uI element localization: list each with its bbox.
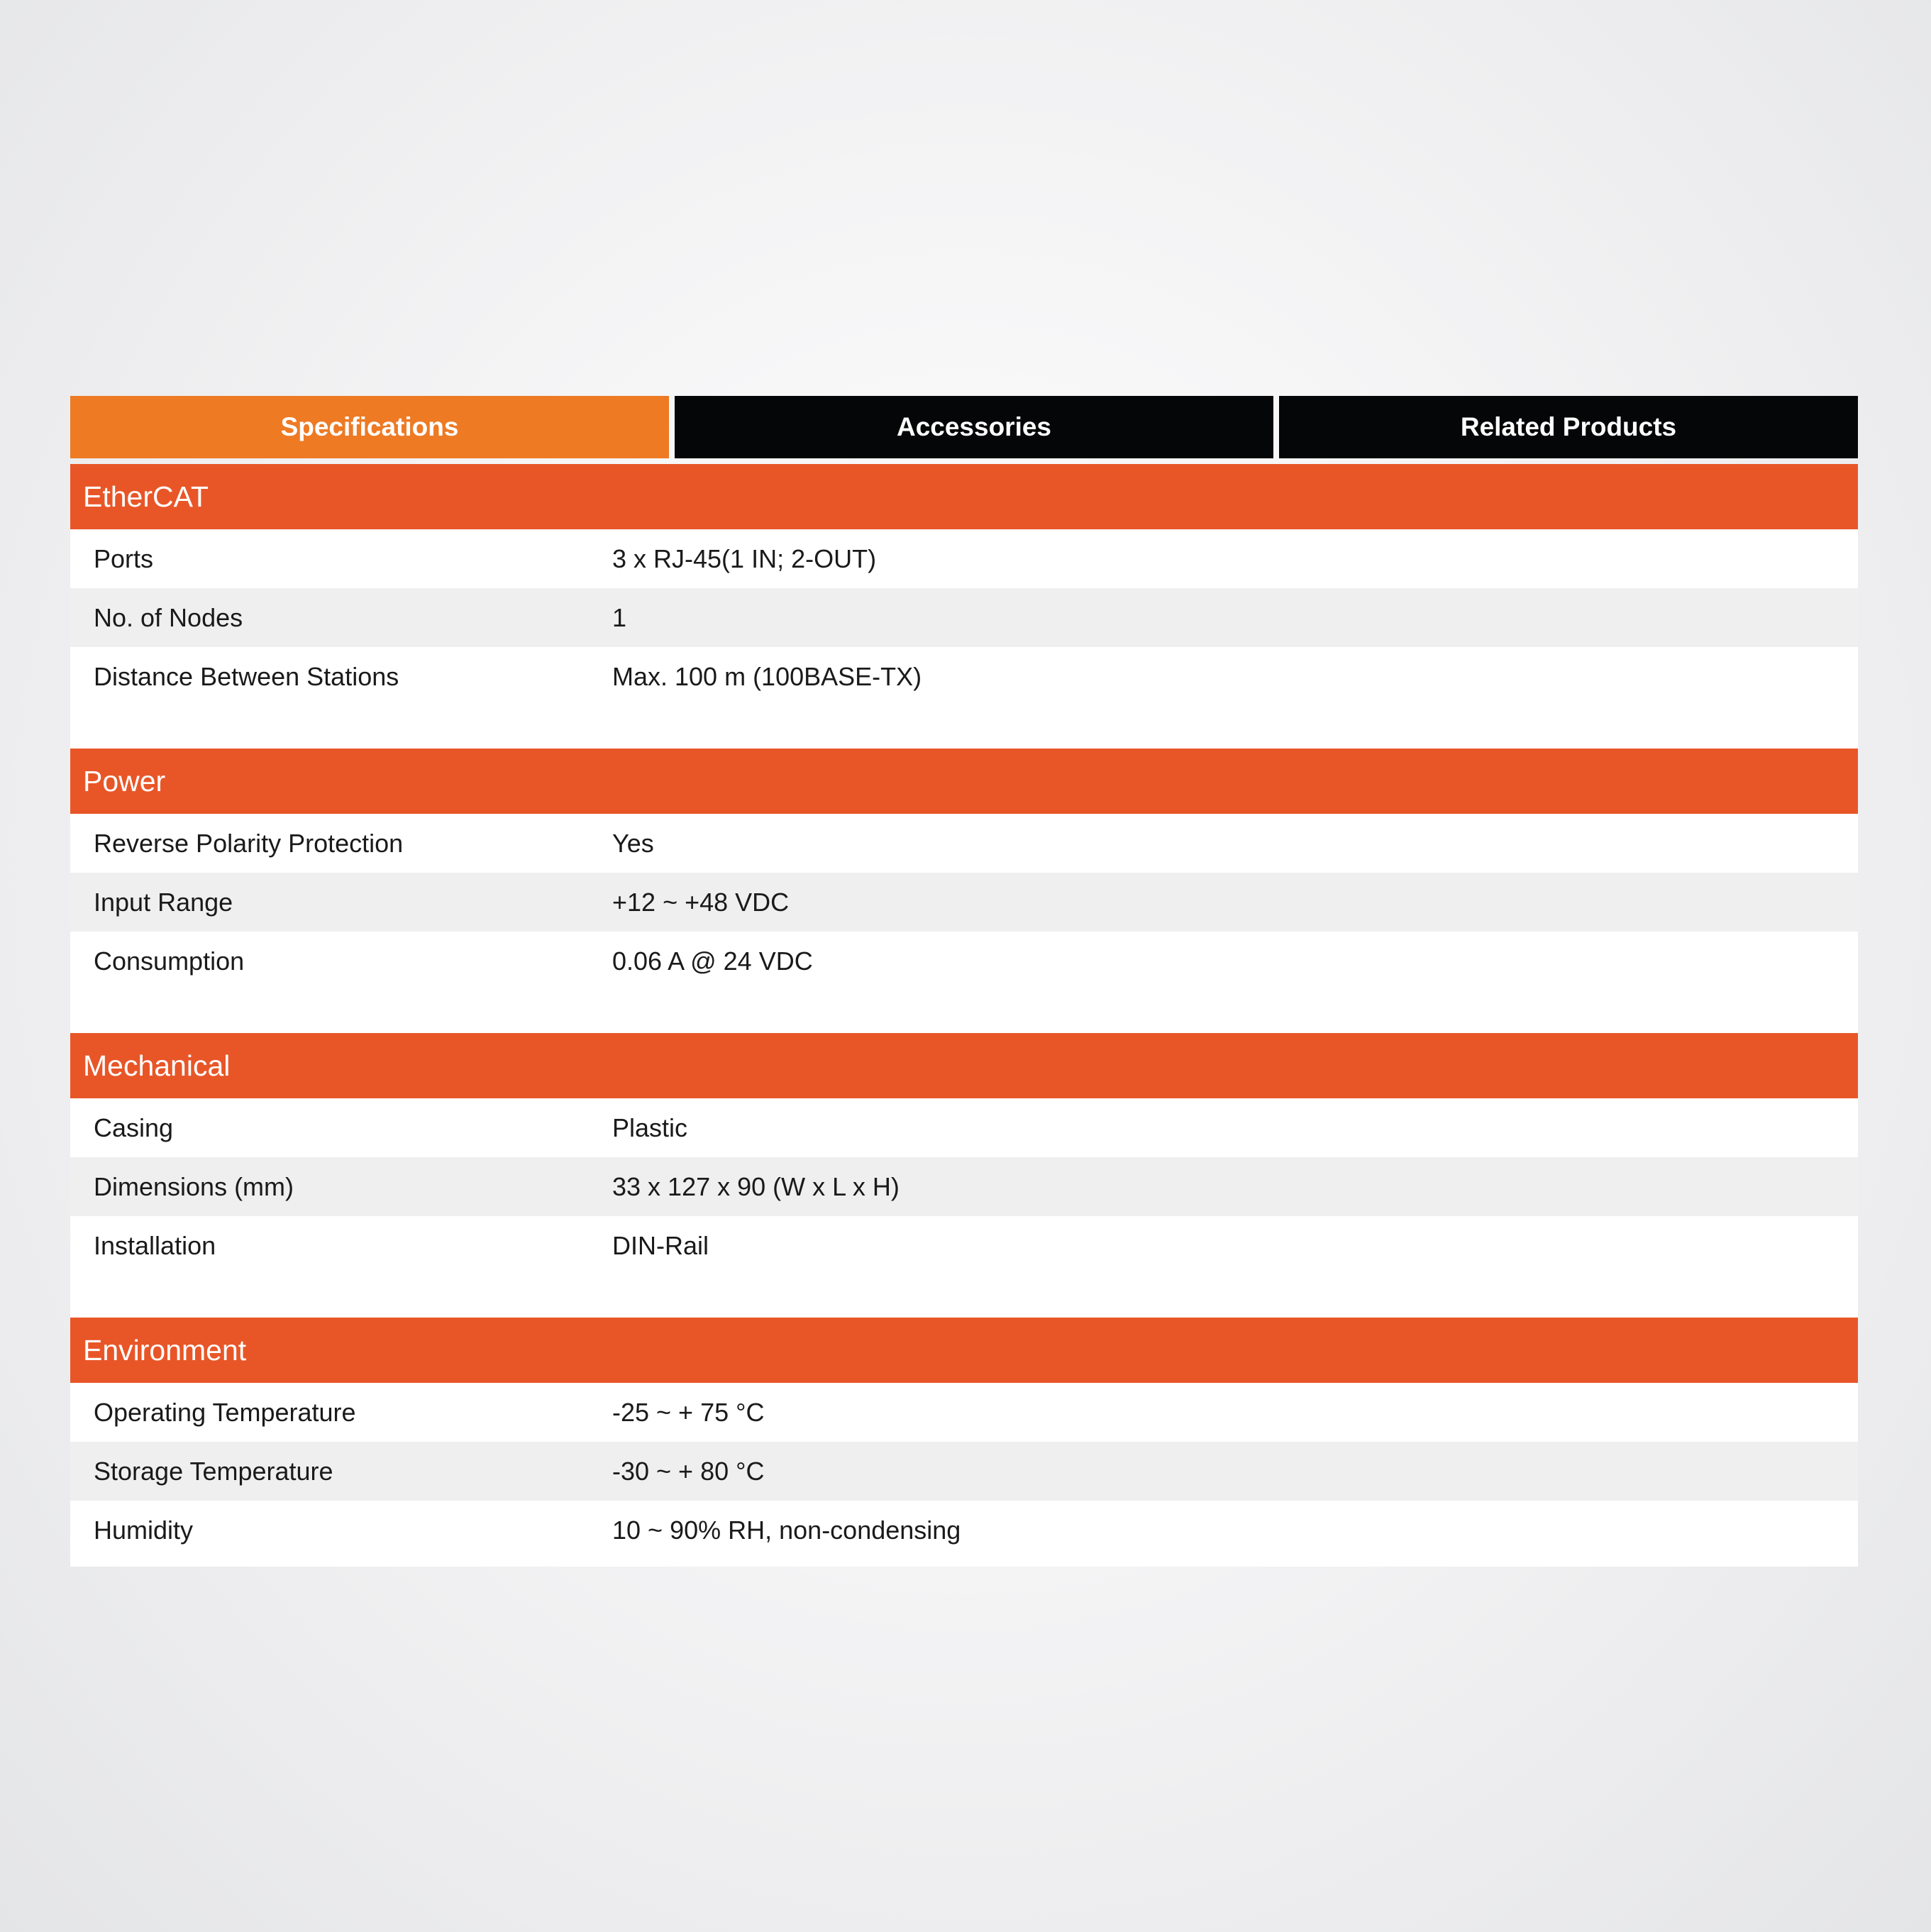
section-header-ethercat: EtherCAT [70, 464, 1858, 529]
row-value: Plastic [612, 1113, 688, 1142]
row-label: Casing [94, 1113, 174, 1142]
row-value: Yes [612, 828, 654, 858]
row-value: -30 ~ + 80 °C [612, 1456, 765, 1486]
row-label: Ports [94, 543, 154, 573]
section-rows-power [70, 814, 1858, 990]
table-row [70, 647, 1858, 706]
section-rows-ethercat [70, 529, 1858, 706]
section-header-power: Power [70, 749, 1858, 814]
section-spacer [70, 990, 1858, 1033]
table-row [70, 1216, 1858, 1275]
row-label: Installation [94, 1230, 216, 1260]
row-value: DIN-Rail [612, 1230, 709, 1260]
table-row [70, 1098, 1858, 1157]
row-value: 3 x RJ-45(1 IN; 2-OUT) [612, 543, 877, 573]
row-value: -25 ~ + 75 °C [612, 1397, 765, 1427]
tab-accessories[interactable]: Accessories [675, 396, 1273, 458]
row-value: Max. 100 m (100BASE-TX) [612, 661, 922, 691]
row-label: Storage Temperature [94, 1456, 333, 1486]
row-label: Distance Between Stations [94, 661, 399, 691]
tab-bar [70, 396, 1858, 458]
section-spacer [70, 1560, 1858, 1567]
row-label: Consumption [94, 946, 245, 976]
section-rows-mechanical [70, 1098, 1858, 1275]
table-row [70, 932, 1858, 990]
row-label: Input Range [94, 887, 233, 917]
table-row [70, 1383, 1858, 1442]
section-header-environment: Environment [70, 1318, 1858, 1383]
section-spacer [70, 1275, 1858, 1318]
row-value: +12 ~ +48 VDC [612, 887, 790, 917]
spec-panel [70, 396, 1858, 1567]
row-label: Humidity [94, 1515, 194, 1545]
row-label: Dimensions (mm) [94, 1171, 294, 1201]
table-row [70, 588, 1858, 647]
row-value: 0.06 A @ 24 VDC [612, 946, 813, 976]
row-label: Reverse Polarity Protection [94, 828, 404, 858]
table-row [70, 1157, 1858, 1216]
tab-related-products[interactable]: Related Products [1279, 396, 1858, 458]
row-value: 1 [612, 602, 627, 632]
tab-specifications[interactable]: Specifications [70, 396, 669, 458]
row-value: 10 ~ 90% RH, non-condensing [612, 1515, 961, 1545]
section-spacer [70, 706, 1858, 749]
table-row [70, 814, 1858, 873]
section-rows-environment [70, 1383, 1858, 1560]
table-row [70, 1501, 1858, 1560]
table-row [70, 873, 1858, 932]
table-row [70, 529, 1858, 588]
row-label: No. of Nodes [94, 602, 243, 632]
row-value: 33 x 127 x 90 (W x L x H) [612, 1171, 900, 1201]
table-row [70, 1442, 1858, 1501]
section-header-mechanical: Mechanical [70, 1033, 1858, 1098]
row-label: Operating Temperature [94, 1397, 356, 1427]
